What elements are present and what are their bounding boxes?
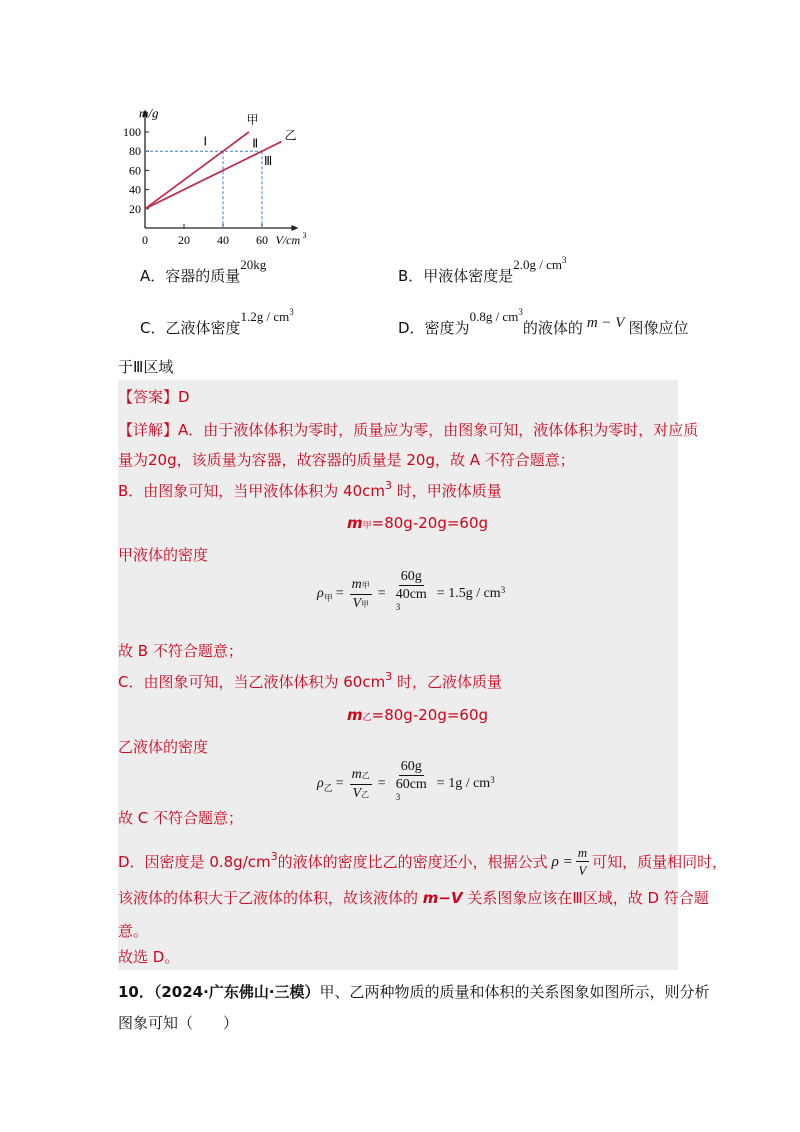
detail-c-line-1: C．由图象可知，当乙液体体积为 $60cm^3$ 时，乙液体质量 (118, 670, 502, 691)
question-10-line-2: 图象可知（ ） (118, 1014, 239, 1032)
detail-d-line-3: 意。 (118, 922, 149, 940)
c-conclusion: 故 C 不符合题意； (118, 809, 244, 827)
option-c-formula: $1.2g / cm^3$ (240, 307, 294, 324)
option-b-text: B．甲液体密度是 (398, 267, 514, 285)
b-conclusion: 故 B 不符合题意； (118, 642, 243, 660)
x-tick-label: 60 (256, 233, 268, 247)
question-10-line-1: 10．（2024·广东佛山·三模）甲、乙两种物质的质量和体积的关系图象如图所示，则分析 (118, 983, 710, 1001)
y-tick-label: 100 (123, 125, 141, 139)
rho-jia-formula: ρ 甲 = $\frac{\text{m甲}}{\text{V甲}}$ = 60g 40cm 3 = 1.5g / cm 3 (317, 569, 506, 612)
y-tick-label: 20 (129, 201, 141, 216)
detail-d-line-1: D．因密度是 0.8g/cm 3 的液体的密度比乙的密度还小，根据公式 ρ = $\frac{m}{V}$ 可知，质量相同时， (118, 845, 728, 878)
option-d-mv: m − V (586, 315, 625, 331)
final-choice: 故选 D。 (118, 948, 180, 966)
option-a-text: A．容器的质量 (140, 267, 241, 285)
region-2-label: Ⅱ (252, 136, 259, 151)
answer-line: 【答案】D (118, 388, 190, 406)
y-tick-label: 60 (129, 163, 141, 178)
option-d-text-3: 图像应位 (628, 319, 689, 337)
option-d-text-1: D．密度为 (398, 319, 470, 337)
detail-a-line-2: 量为20g，该质量为容器，故容器的质量是 20g，故 A 不符合题意； (118, 451, 575, 469)
option-d[interactable] (398, 307, 689, 339)
x-tick-label: 0 (142, 233, 148, 247)
line-jia (145, 132, 249, 209)
x-tick-label: 40 (217, 233, 229, 247)
detail-d-line-2: 该液体的体积大于乙液体的体积，故该液体的 m−V 关系图象应该在Ⅲ区域，故 D 符合题 (118, 889, 709, 907)
y-tick-label: 40 (129, 182, 141, 197)
x-axis-label-sup: 3 (302, 231, 307, 240)
question-source: （2024·广东佛山·三模） (153, 983, 320, 1001)
detail-b-line-1: B．由图象可知，当甲液体体积为 $40cm^3$ 时，甲液体质量 (118, 479, 502, 500)
option-b-formula: $2.0g / cm^3$ (513, 255, 567, 272)
rho-yi-formula: ρ 乙 = $\frac{\text{m乙}}{\text{V乙}}$ = 60g 60cm 3 = 1g / cm 3 (317, 759, 495, 802)
detail-a-line-1: 【详解】A．由于液体体积为零时，质量应为零，由图象可知，液体体积为零时，对应质 (118, 421, 699, 439)
line-yi-label: 乙 (284, 128, 297, 143)
region-3-label: Ⅲ (263, 153, 273, 168)
m-jia-equation: m甲=80g-20g=60g (347, 514, 489, 532)
jia-density-label: 甲液体的密度 (118, 546, 209, 564)
yi-density-label: 乙液体的密度 (118, 738, 209, 756)
option-c[interactable] (140, 307, 294, 339)
x-tick-label: 20 (178, 233, 190, 247)
mass-volume-graph (100, 95, 340, 255)
y-tick-label: 80 (129, 144, 141, 159)
x-axis-label: V/cm (275, 233, 301, 247)
option-a-formula: 20kg (240, 257, 267, 272)
line-jia-label: 甲 (246, 113, 259, 128)
option-a[interactable] (140, 257, 267, 287)
option-d-formula: $0.8g / cm^3$ (469, 307, 523, 324)
x-axis-arrow (292, 225, 299, 231)
option-d-continued: 于Ⅲ区域 (118, 358, 174, 376)
question-number: 10． (118, 983, 154, 1001)
option-b[interactable] (398, 255, 567, 287)
y-axis-label: m/g (139, 105, 159, 121)
region-1-label: Ⅰ (203, 134, 208, 149)
option-d-text-2: 的液体的 (522, 319, 583, 337)
m-yi-equation: m乙=80g-20g=60g (347, 706, 489, 724)
option-c-text: C．乙液体密度 (140, 319, 241, 337)
detail-label: 【详解】 (118, 421, 179, 439)
